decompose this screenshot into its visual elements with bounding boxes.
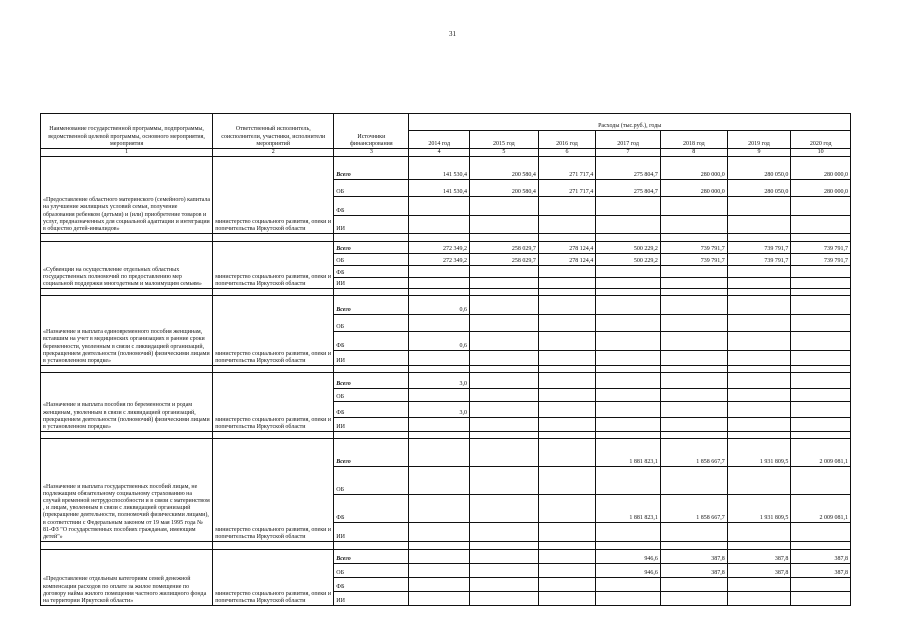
separator-cell (660, 289, 727, 296)
amount-cell (409, 216, 470, 234)
amount-cell (660, 266, 727, 278)
amount-cell: 2 009 081,1 (791, 439, 851, 467)
amount-cell: 739 791,7 (727, 242, 791, 254)
amount-cell (727, 418, 791, 432)
amount-cell: 739 791,7 (660, 254, 727, 266)
funding-source-cell: ОБ (334, 564, 409, 578)
page-number: 31 (449, 30, 456, 38)
amount-cell: 200 580,4 (469, 180, 538, 197)
amount-cell (538, 550, 595, 564)
amount-cell (409, 495, 470, 523)
funding-source-cell: ОБ (334, 254, 409, 266)
amount-cell (538, 278, 595, 289)
amount-cell (538, 351, 595, 366)
amount-cell (660, 197, 727, 216)
table-row (41, 373, 851, 389)
amount-cell: 271 717,4 (538, 180, 595, 197)
program-name-cell: «Субвенции на осуществление отдельных областных государственных полномочий по предоставлению мер социальной поддержки многодетным и малоимущим семьям» (41, 242, 213, 289)
amount-cell (727, 266, 791, 278)
amount-cell: 275 804,7 (596, 180, 661, 197)
amount-cell: 0,6 (409, 332, 470, 351)
amount-cell: 1 858 667,7 (660, 495, 727, 523)
separator-cell (791, 432, 851, 439)
amount-cell (660, 351, 727, 366)
separator-cell (409, 542, 470, 550)
row-separator (41, 289, 851, 296)
amount-cell (469, 402, 538, 418)
column-number: 1 (41, 149, 213, 157)
funding-source-cell: ИИ (334, 216, 409, 234)
funding-source-cell: Всего (334, 242, 409, 254)
separator-cell (727, 366, 791, 373)
amount-cell: 275 804,7 (596, 157, 661, 180)
amount-cell (469, 278, 538, 289)
funding-source-cell: ОБ (334, 180, 409, 197)
amount-cell (596, 332, 661, 351)
amount-cell (727, 197, 791, 216)
amount-cell: 141 530,4 (409, 180, 470, 197)
funding-source-cell: ФБ (334, 332, 409, 351)
funding-source-cell: Всего (334, 157, 409, 180)
separator-cell (596, 289, 661, 296)
amount-cell: 271 717,4 (538, 157, 595, 180)
amount-cell (596, 278, 661, 289)
amount-cell: 1 881 823,1 (596, 439, 661, 467)
amount-cell (596, 197, 661, 216)
separator-cell (596, 234, 661, 242)
amount-cell (409, 389, 470, 402)
amount-cell (469, 418, 538, 432)
amount-cell (660, 418, 727, 432)
separator-cell (469, 542, 538, 550)
amount-cell (596, 523, 661, 542)
program-name-cell: «Назначение и выплата единовременного пособия женщинам, вставшим на учет в медицинских организациях в ранние сроки беременности, уволенным в связи с ликвидацией организаций, прекращением деятельности (полномочий) физическими лицами в установленном порядке» (41, 296, 213, 366)
amount-cell (791, 467, 851, 495)
separator-cell (727, 432, 791, 439)
amount-cell (538, 296, 595, 315)
amount-cell (409, 351, 470, 366)
amount-cell (538, 389, 595, 402)
executor-cell: министерство социального развития, опеки и попечительства Иркутской области (213, 242, 334, 289)
amount-cell (538, 315, 595, 332)
separator-cell (469, 366, 538, 373)
amount-cell (469, 550, 538, 564)
column-number: 8 (660, 149, 727, 157)
funding-source-cell: ИИ (334, 592, 409, 606)
amount-cell (660, 332, 727, 351)
amount-cell (469, 216, 538, 234)
amount-cell (660, 523, 727, 542)
amount-cell (469, 578, 538, 592)
amount-cell (409, 578, 470, 592)
separator-cell (41, 234, 213, 242)
amount-cell (727, 373, 791, 389)
amount-cell (727, 389, 791, 402)
table-row (41, 550, 851, 564)
separator-cell (538, 366, 595, 373)
amount-cell (660, 389, 727, 402)
amount-cell (409, 467, 470, 495)
amount-cell: 387,8 (727, 550, 791, 564)
funding-source-cell: ФБ (334, 197, 409, 216)
amount-cell (538, 216, 595, 234)
funding-source-cell: ИИ (334, 351, 409, 366)
amount-cell: 141 530,4 (409, 157, 470, 180)
amount-cell (791, 578, 851, 592)
separator-cell (660, 366, 727, 373)
separator-cell (538, 289, 595, 296)
amount-cell (538, 495, 595, 523)
executor-cell: министерство социального развития, опеки и попечительства Иркутской области (213, 296, 334, 366)
amount-cell (791, 332, 851, 351)
amount-cell (727, 296, 791, 315)
amount-cell (538, 578, 595, 592)
amount-cell (538, 418, 595, 432)
separator-cell (409, 432, 470, 439)
executor-cell: министерство социального развития, опеки и попечительства Иркутской области (213, 550, 334, 606)
table-row (41, 242, 851, 254)
amount-cell (727, 216, 791, 234)
row-separator (41, 366, 851, 373)
amount-cell (596, 351, 661, 366)
separator-cell (660, 542, 727, 550)
separator-cell (213, 542, 334, 550)
separator-cell (334, 234, 409, 242)
amount-cell: 500 229,2 (596, 254, 661, 266)
amount-cell (538, 373, 595, 389)
amount-cell: 1 931 809,5 (727, 495, 791, 523)
amount-cell (469, 266, 538, 278)
separator-cell (469, 432, 538, 439)
amount-cell: 278 124,4 (538, 254, 595, 266)
funding-source-cell: ОБ (334, 467, 409, 495)
program-name-cell: «Назначение и выплата пособия по беременности и родам женщинам, уволенным в связи с ликвидацией организаций, прекращением деятельности (полномочий) физическими лицами в установленном порядке» (41, 373, 213, 432)
amount-cell: 739 791,7 (727, 254, 791, 266)
amount-cell: 0,6 (409, 296, 470, 315)
separator-cell (538, 542, 595, 550)
amount-cell (409, 592, 470, 606)
expenses-table (40, 113, 851, 606)
separator-cell (791, 234, 851, 242)
amount-cell (538, 592, 595, 606)
amount-cell (409, 550, 470, 564)
amount-cell: 946,6 (596, 564, 661, 578)
header-year: 2020 год (791, 131, 851, 149)
funding-source-cell: ФБ (334, 578, 409, 592)
amount-cell (469, 523, 538, 542)
amount-cell: 278 124,4 (538, 242, 595, 254)
separator-cell (469, 289, 538, 296)
amount-cell: 2 009 081,1 (791, 495, 851, 523)
amount-cell: 280 000,0 (791, 157, 851, 180)
amount-cell (660, 216, 727, 234)
amount-cell: 387,8 (727, 564, 791, 578)
amount-cell (409, 278, 470, 289)
separator-cell (213, 432, 334, 439)
column-number: 9 (727, 149, 791, 157)
amount-cell: 280 050,0 (727, 180, 791, 197)
amount-cell (727, 332, 791, 351)
amount-cell: 1 881 823,1 (596, 495, 661, 523)
amount-cell (538, 332, 595, 351)
amount-cell (469, 564, 538, 578)
amount-cell (727, 467, 791, 495)
separator-cell (596, 542, 661, 550)
amount-cell (660, 296, 727, 315)
row-separator (41, 234, 851, 242)
amount-cell (791, 296, 851, 315)
program-name-cell: «Назначение и выплата государственных пособий лицам, не подлежащим обязательному социальному страхованию на случай временной нетрудоспособности и в связи с материнством , и лицам, уволенным в связи с ликвидацией организаций (прекращение деятельности, полномочий физическими лицами), в соответствии с Федеральным законом от 19 мая 1995 года № 81-ФЗ "О государственных пособиях гражданам, имеющим детей"» (41, 439, 213, 542)
separator-cell (538, 234, 595, 242)
separator-cell (727, 234, 791, 242)
amount-cell (469, 373, 538, 389)
amount-cell: 739 791,7 (660, 242, 727, 254)
separator-cell (660, 234, 727, 242)
program-name-cell: «Предоставление областного материнского (семейного) капитала на улучшение жилищных условий семьи, получение образования ребенком (детьми) и (или) приобретение товаров и услуг, предназначенных для социальной адаптации и интеграции в общество детей-инвалидов» (41, 157, 213, 234)
separator-cell (409, 289, 470, 296)
funding-source-cell: Всего (334, 550, 409, 564)
amount-cell (660, 592, 727, 606)
amount-cell (727, 592, 791, 606)
amount-cell: 200 580,4 (469, 157, 538, 180)
column-number: 5 (469, 149, 538, 157)
amount-cell: 272 349,2 (409, 254, 470, 266)
executor-cell: министерство социального развития, опеки и попечительства Иркутской области (213, 439, 334, 542)
separator-cell (334, 542, 409, 550)
amount-cell (791, 216, 851, 234)
amount-cell: 280 050,0 (727, 157, 791, 180)
amount-cell: 387,8 (791, 550, 851, 564)
amount-cell (469, 332, 538, 351)
amount-cell (538, 402, 595, 418)
separator-cell (469, 234, 538, 242)
amount-cell (469, 592, 538, 606)
amount-cell: 280 000,0 (660, 157, 727, 180)
header-year: 2015 год (469, 131, 538, 149)
separator-cell (334, 289, 409, 296)
header-year: 2017 год (596, 131, 661, 149)
amount-cell (727, 278, 791, 289)
amount-cell: 739 791,7 (791, 254, 851, 266)
amount-cell (409, 564, 470, 578)
amount-cell (538, 197, 595, 216)
separator-cell (409, 234, 470, 242)
amount-cell (409, 315, 470, 332)
amount-cell (791, 402, 851, 418)
amount-cell: 739 791,7 (791, 242, 851, 254)
funding-source-cell: ОБ (334, 389, 409, 402)
amount-cell (596, 402, 661, 418)
amount-cell (596, 418, 661, 432)
column-number: 3 (334, 149, 409, 157)
amount-cell (791, 418, 851, 432)
separator-cell (41, 432, 213, 439)
column-number: 6 (538, 149, 595, 157)
amount-cell (660, 278, 727, 289)
amount-cell (727, 523, 791, 542)
amount-cell (469, 467, 538, 495)
funding-source-cell: ИИ (334, 523, 409, 542)
amount-cell (791, 592, 851, 606)
funding-source-cell: Всего (334, 296, 409, 315)
amount-cell (538, 439, 595, 467)
header-expenses: Расходы (тыс.руб.), годы (409, 114, 851, 131)
amount-cell (727, 351, 791, 366)
amount-cell: 1 858 667,7 (660, 439, 727, 467)
header-year: 2018 год (660, 131, 727, 149)
funding-source-cell: ОБ (334, 315, 409, 332)
amount-cell (469, 315, 538, 332)
amount-cell: 258 029,7 (469, 242, 538, 254)
program-name-cell: «Предоставление отдельным категориям семей денежной компенсации расходов по оплате за жилое помещение по договору найма жилого помещения частного жилищного фонда на территории Иркутской области» (41, 550, 213, 606)
header-source: Источники финансирования (334, 114, 409, 149)
separator-cell (41, 366, 213, 373)
column-number: 2 (213, 149, 334, 157)
amount-cell (469, 439, 538, 467)
amount-cell (791, 373, 851, 389)
separator-cell (660, 432, 727, 439)
column-number: 7 (596, 149, 661, 157)
separator-cell (334, 366, 409, 373)
separator-cell (334, 432, 409, 439)
amount-cell (469, 351, 538, 366)
amount-cell: 387,8 (660, 564, 727, 578)
amount-cell (791, 266, 851, 278)
separator-cell (213, 366, 334, 373)
amount-cell (538, 266, 595, 278)
header-program: Наименование государственной программы, подпрограммы, ведомственной целевой программы, основного мероприятия, мероприятия (41, 114, 213, 149)
funding-source-cell: Всего (334, 439, 409, 467)
separator-cell (41, 542, 213, 550)
separator-cell (213, 289, 334, 296)
amount-cell (660, 467, 727, 495)
amount-cell (596, 266, 661, 278)
funding-source-cell: Всего (334, 373, 409, 389)
amount-cell (660, 373, 727, 389)
amount-cell (469, 197, 538, 216)
amount-cell (409, 523, 470, 542)
amount-cell (660, 402, 727, 418)
row-separator (41, 542, 851, 550)
amount-cell (596, 373, 661, 389)
amount-cell (596, 315, 661, 332)
separator-cell (791, 542, 851, 550)
column-number: 10 (791, 149, 851, 157)
separator-cell (727, 542, 791, 550)
amount-cell (469, 389, 538, 402)
amount-cell (596, 592, 661, 606)
separator-cell (538, 432, 595, 439)
amount-cell: 280 000,0 (791, 180, 851, 197)
amount-cell: 500 229,2 (596, 242, 661, 254)
header-executor: Ответственный исполнитель, соисполнители, участники, исполнители мероприятий (213, 114, 334, 149)
amount-cell (791, 351, 851, 366)
amount-cell: 3,0 (409, 402, 470, 418)
amount-cell (791, 315, 851, 332)
funding-source-cell: ИИ (334, 278, 409, 289)
separator-cell (791, 366, 851, 373)
amount-cell: 280 000,0 (660, 180, 727, 197)
amount-cell (596, 216, 661, 234)
amount-cell (596, 467, 661, 495)
funding-source-cell: ФБ (334, 266, 409, 278)
amount-cell (596, 389, 661, 402)
separator-cell (213, 234, 334, 242)
table-row (41, 296, 851, 315)
table-row (41, 439, 851, 467)
header-year: 2014 год (409, 131, 470, 149)
amount-cell (538, 523, 595, 542)
row-separator (41, 432, 851, 439)
amount-cell (791, 389, 851, 402)
amount-cell (409, 197, 470, 216)
separator-cell (727, 289, 791, 296)
amount-cell: 1 931 809,5 (727, 439, 791, 467)
amount-cell (791, 278, 851, 289)
amount-cell (596, 578, 661, 592)
funding-source-cell: ФБ (334, 402, 409, 418)
amount-cell (791, 197, 851, 216)
amount-cell (409, 418, 470, 432)
amount-cell: 258 029,7 (469, 254, 538, 266)
amount-cell (538, 467, 595, 495)
amount-cell (660, 578, 727, 592)
header-year: 2016 год (538, 131, 595, 149)
amount-cell (596, 296, 661, 315)
separator-cell (409, 366, 470, 373)
amount-cell (727, 578, 791, 592)
amount-cell (660, 315, 727, 332)
amount-cell (791, 523, 851, 542)
amount-cell (409, 266, 470, 278)
separator-cell (41, 289, 213, 296)
amount-cell (409, 439, 470, 467)
amount-cell: 387,8 (660, 550, 727, 564)
amount-cell: 3,0 (409, 373, 470, 389)
funding-source-cell: ИИ (334, 418, 409, 432)
amount-cell: 946,6 (596, 550, 661, 564)
amount-cell: 272 349,2 (409, 242, 470, 254)
separator-cell (596, 366, 661, 373)
executor-cell: министерство социального развития, опеки и попечительства Иркутской области (213, 157, 334, 234)
header-year: 2019 год (727, 131, 791, 149)
amount-cell (469, 296, 538, 315)
amount-cell (469, 495, 538, 523)
amount-cell (727, 315, 791, 332)
amount-cell (538, 564, 595, 578)
separator-cell (791, 289, 851, 296)
column-number: 4 (409, 149, 470, 157)
funding-source-cell: ФБ (334, 495, 409, 523)
amount-cell: 387,8 (791, 564, 851, 578)
table-row (41, 157, 851, 180)
executor-cell: министерство социального развития, опеки и попечительства Иркутской области (213, 373, 334, 432)
amount-cell (727, 402, 791, 418)
separator-cell (596, 432, 661, 439)
